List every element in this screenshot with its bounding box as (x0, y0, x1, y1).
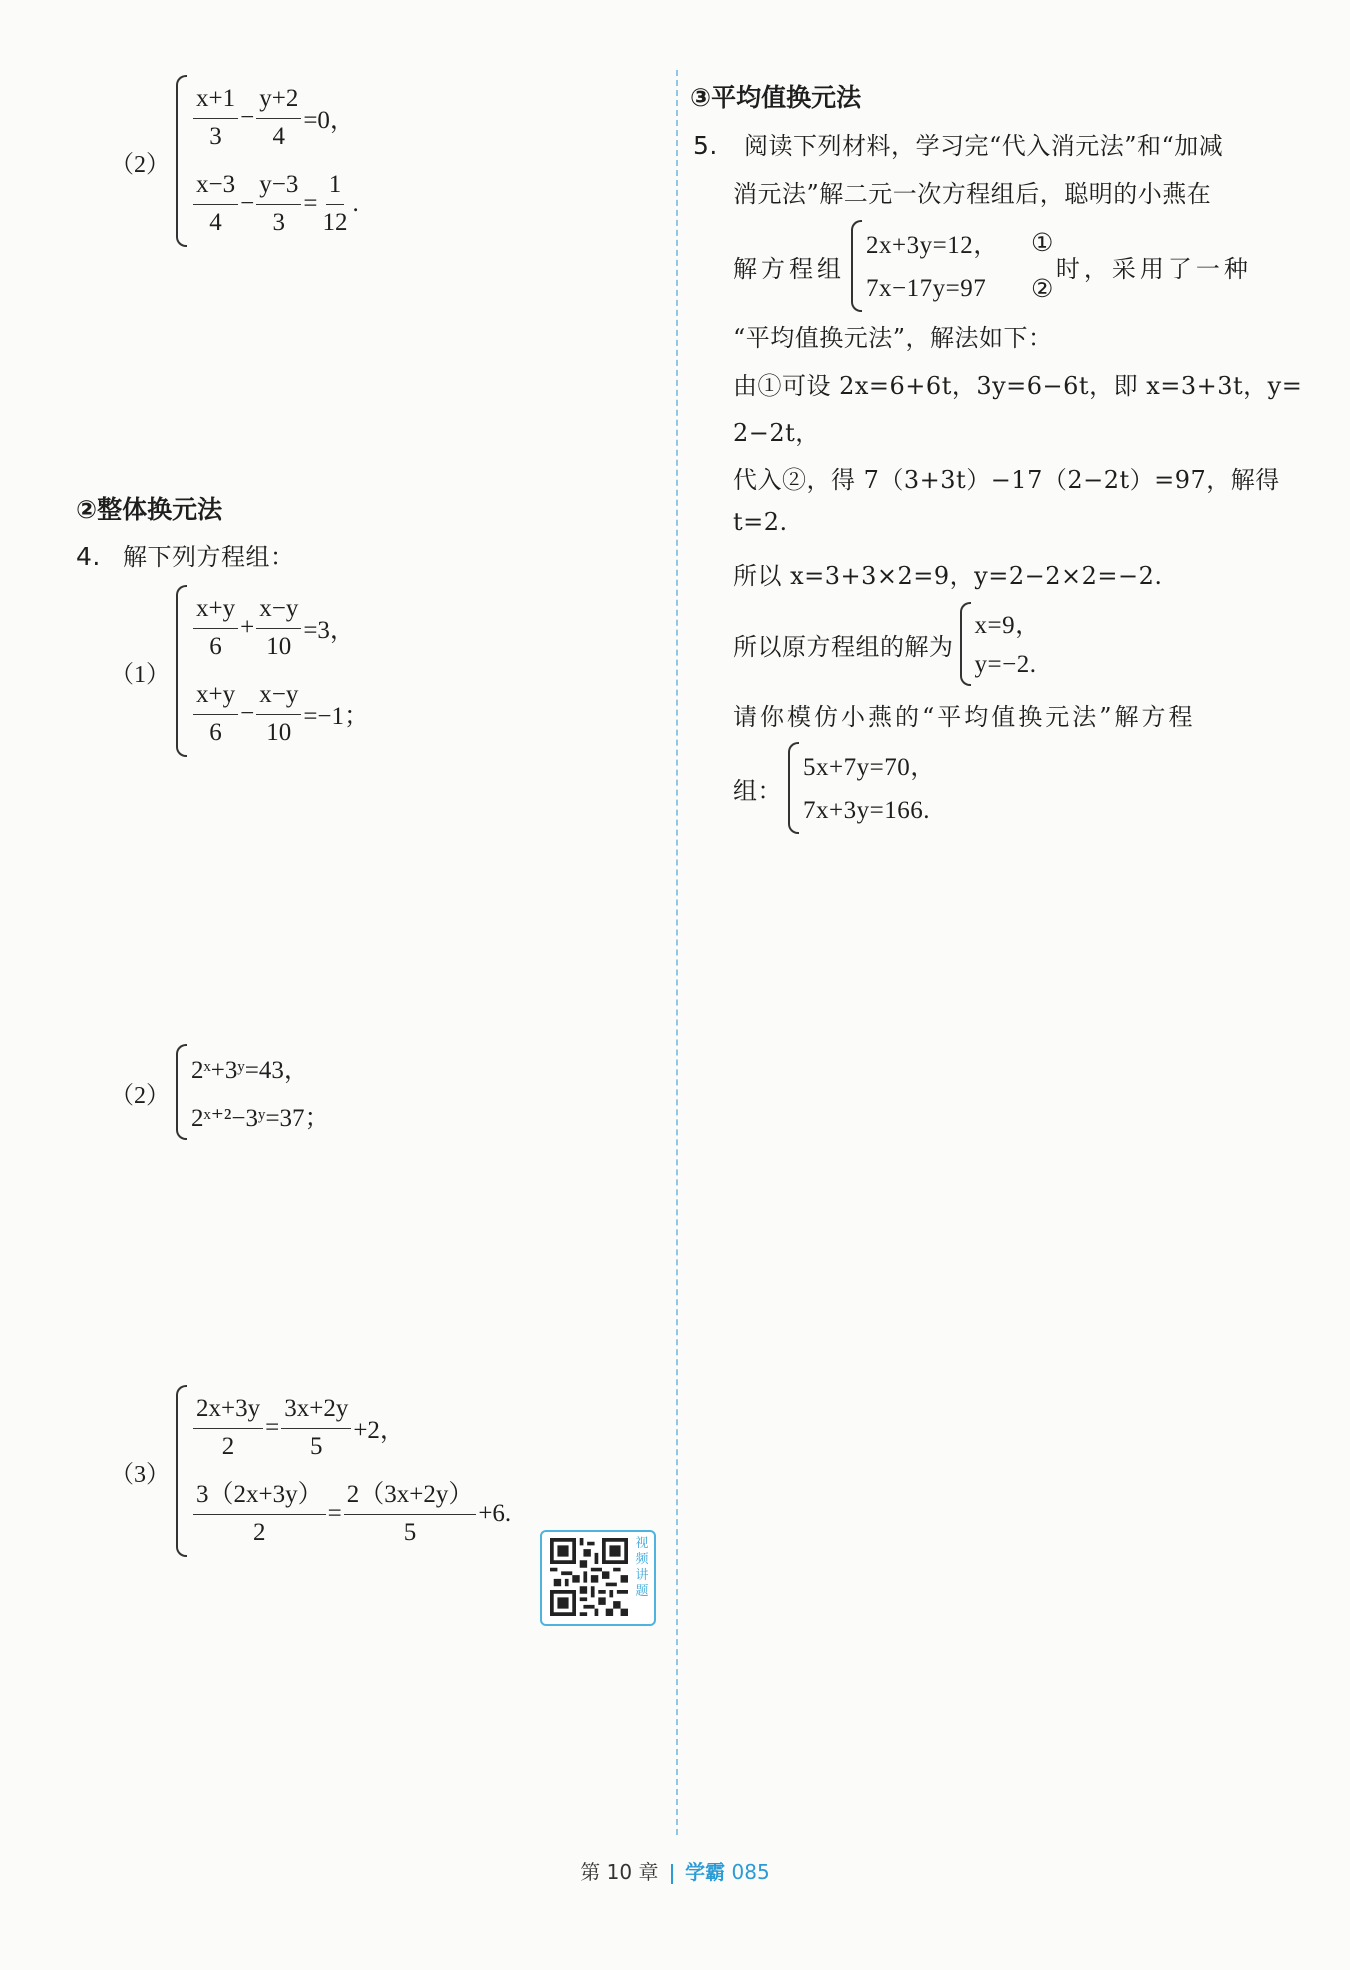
q4-part3-label: （3） (110, 1461, 170, 1488)
equation-row: $\frac{3(2x+3y)}{2}$ = $\frac{2(3x+2y)}{5}$ +6. (191, 1471, 511, 1557)
q5-line1 (693, 126, 1223, 161)
q5-task-line (733, 742, 936, 834)
question-number: 4. (76, 542, 101, 571)
brand-name: 学霸 (685, 1860, 726, 1884)
equation-marker: ② (1031, 276, 1054, 303)
equation-row: 7x−17y=97 ② (866, 275, 1054, 303)
system-brace (176, 1385, 187, 1557)
system-brace (788, 742, 799, 834)
equation-row: $\frac{2x+3y}{2}$ = $\frac{3x+2y}{5}$ +2， (191, 1385, 511, 1471)
q5-text-line: 解方程组 (733, 254, 845, 283)
video-explanation-qr[interactable] (540, 1530, 656, 1626)
equation-row: $\frac{x+y}{6}$ + $\frac{x-y}{10}$ =3， (191, 585, 369, 671)
q4-part2-label: （2） (110, 1082, 170, 1109)
q5-text-line: t=2. (733, 508, 788, 536)
q5-text-line: 请你模仿小燕的“平均值换元法”解方程 (733, 703, 1196, 731)
system-brace (176, 585, 187, 757)
q5-text-line: “平均值换元法”，解法如下： (733, 324, 1053, 352)
video-label: 视频讲题 (635, 1536, 649, 1599)
q5-text-line: 组： (733, 776, 782, 805)
equation-row: $\frac{x+y}{6}$ − $\frac{x-y}{10}$ =−1； (191, 671, 369, 757)
equation-row: 7x+3y=166. (803, 797, 930, 824)
section-heading-average-substitution: ③平均值换元法 (690, 83, 862, 112)
system-brace (176, 1044, 187, 1140)
q5-solution-line (733, 602, 1041, 686)
equation-row: x=9， (974, 612, 1041, 639)
equation-marker: ① (1031, 230, 1054, 257)
equation-row: y=−2. (974, 651, 1037, 678)
q5-text-line: 时，采用了一种 (1055, 254, 1252, 283)
q5-text-line: 消元法”解二元一次方程组后，聪明的小燕在 (733, 180, 1212, 208)
q5-text-line: 所以原方程组的解为 (733, 632, 954, 661)
equation-row: $\frac{x+1}{3}$ − $\frac{y+2}{4}$ =0， (191, 75, 359, 161)
chapter-label: 第 10 章 (580, 1860, 659, 1884)
column-divider (676, 70, 678, 1835)
footer-separator (671, 1864, 673, 1884)
q3-part2-label: （2） (110, 151, 170, 178)
q4-part2-system (110, 1044, 330, 1140)
system-brace (960, 602, 971, 686)
system-brace (176, 75, 187, 247)
equation-row: 2ˣ+3ʸ=43， (191, 1057, 309, 1084)
q3-part2-system (110, 75, 359, 247)
section-heading-overall-substitution: ②整体换元法 (76, 495, 223, 524)
system-brace (851, 220, 862, 312)
question-text: 解下列方程组： (123, 543, 295, 571)
q5-text-line: 阅读下列材料，学习完“代入消元法”和“加减 (744, 132, 1224, 160)
equation-row: 2ˣ⁺²−3ʸ=37； (191, 1105, 330, 1132)
equation-row: $\frac{x-3}{4}$ − $\frac{y-3}{3}$ = $\frac{1}{12}$ . (191, 161, 359, 247)
question-4-stem (76, 537, 295, 572)
q5-text-line: 由①可设 2x=6+6t，3y=6−6t，即 x=3+3t，y= (733, 372, 1303, 400)
question-number: 5. (693, 131, 718, 160)
equation-row: 5x+7y=70， (803, 754, 936, 781)
q4-part1-system (110, 585, 369, 757)
page-number: 085 (731, 1860, 770, 1884)
q5-text-line: 所以 x=3+3×2=9，y=2−2×2=−2. (733, 562, 1163, 590)
equation-row: 2x+3y=12， ① (866, 230, 1054, 259)
q5-text-line: 代入②，得 7（3+3t）−17（2−2t）=97，解得 (733, 466, 1280, 494)
q5-text-line: 2−2t， (733, 419, 820, 447)
page-footer (0, 1856, 1350, 1885)
q5-system-line (733, 220, 1252, 312)
q4-part1-label: （1） (110, 661, 170, 688)
qr-code-icon (550, 1538, 628, 1616)
q4-part3-system (110, 1385, 511, 1557)
